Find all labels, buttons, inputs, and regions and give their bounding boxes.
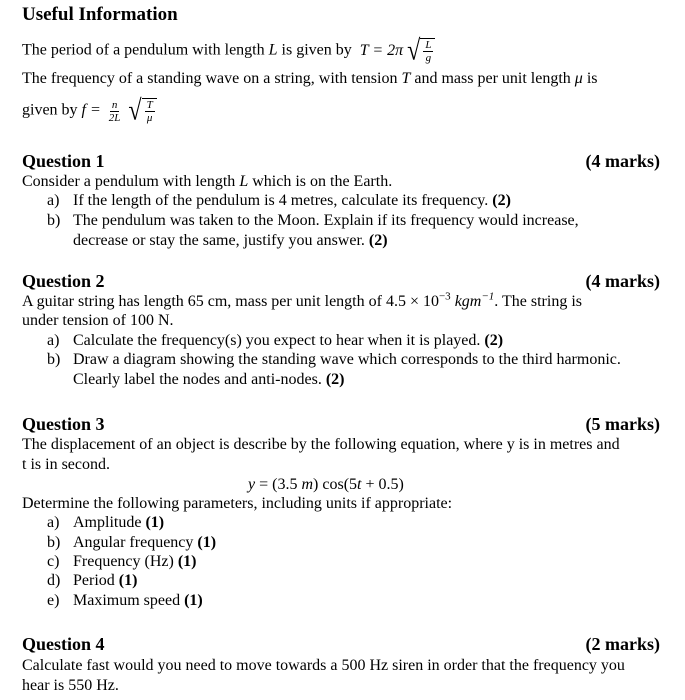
question-2-part-b: b) Draw a diagram showing the standing wave which corresponds to the third harmonic. (47, 351, 621, 368)
question-3-part-c: c) Frequency (Hz) (1) (47, 553, 197, 570)
question-1-intro: Consider a pendulum with length L which is on the Earth. (22, 173, 393, 190)
question-4-marks: (2 marks) (585, 634, 660, 654)
string-frac-n-2l: $\frac{n}{2L}$ (108, 98, 121, 124)
pendulum-formula: T = 2π (359, 41, 404, 59)
question-3-equation: y = (3.5 m) cos(5t + 0.5) (248, 476, 404, 493)
question-1-marks: (4 marks) (585, 151, 660, 171)
question-1-title: Question 1 (22, 151, 105, 171)
question-3-intro-line-2: t is in second. (22, 456, 110, 473)
string-sqrt: √ $\frac{T}{\mu}$ (128, 98, 156, 124)
question-1-part-a: a) If the length of the pendulum is 4 metres, calculate its frequency. (2) (47, 192, 511, 209)
question-3-marks: (5 marks) (585, 414, 660, 434)
question-4-intro-line-1: Calculate fast would you need to move towards a 500 Hz siren in order that the frequency you (22, 657, 625, 674)
question-2-part-a: a) Calculate the frequency(s) you expect to hear when it is played. (2) (47, 332, 504, 349)
question-3-intro-line-3: Determine the following parameters, including units if appropriate: (22, 495, 453, 512)
question-2-intro-line-2: under tension of 100 N. (22, 312, 174, 329)
question-3-title: Question 3 (22, 414, 105, 434)
question-2-intro: A guitar string has length 65 cm, mass per unit length of $4.5 \times 10^{-3}$ kgm$^{-1}$. The string is (22, 290, 582, 310)
question-3-part-a: a) Amplitude (1) (47, 514, 165, 531)
string-formula-line-2: given by f = $\frac{n}{2L}$ √ $\frac{T}{\mu}$ (22, 98, 157, 124)
question-3-part-e: e) Maximum speed (1) (47, 592, 203, 609)
question-1-part-b-cont: decrease or stay the same, justify you answer. (2) (73, 232, 388, 249)
pendulum-sqrt: √ $\frac{L}{g}$ (407, 38, 435, 64)
question-3-part-b: b) Angular frequency (1) (47, 534, 217, 551)
question-1-part-b: b) The pendulum was taken to the Moon. Explain if its frequency would increase, (47, 212, 579, 229)
pendulum-formula-line: The period of a pendulum with length L is given by T = 2π √ $\frac{L}{g}$ (22, 38, 435, 64)
question-2-part-b-cont: Clearly label the nodes and anti-nodes. (2) (73, 371, 345, 388)
string-formula: f = (81, 101, 101, 119)
question-4-title: Question 4 (22, 634, 105, 654)
section-title: Useful Information (22, 4, 178, 25)
question-3-intro-line-1: The displacement of an object is describe by the following equation, where y is in metres and (22, 436, 620, 453)
question-2-marks: (4 marks) (585, 271, 660, 291)
question-3-part-d: d) Period (1) (47, 572, 138, 589)
question-2-title: Question 2 (22, 271, 105, 291)
question-4-intro-line-2: hear is 550 Hz. (22, 677, 119, 694)
string-formula-line-1: The frequency of a standing wave on a string, with tension T and mass per unit length μ is (22, 70, 598, 87)
